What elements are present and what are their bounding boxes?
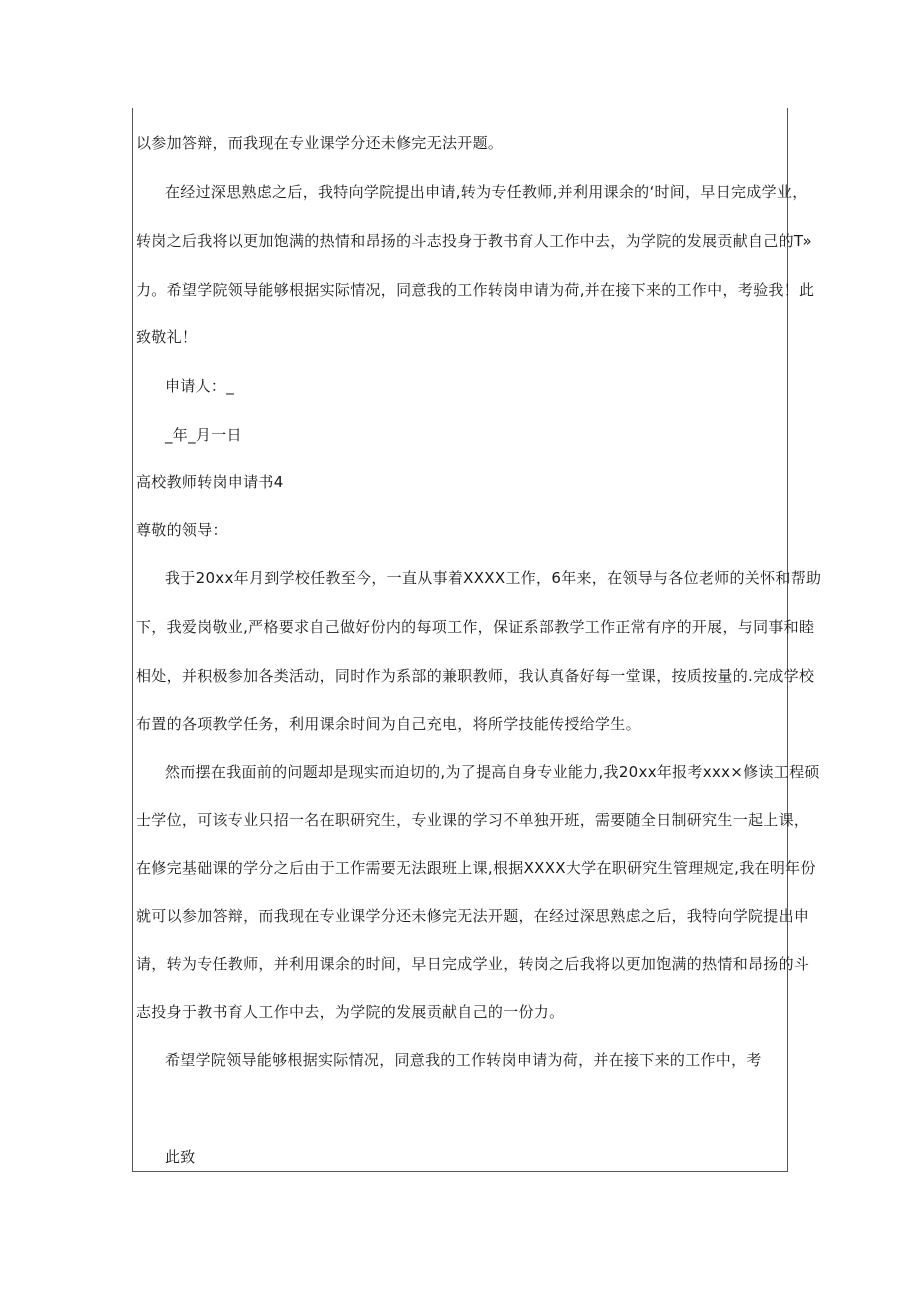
text-line: 相处，并积极参加各类活动，同时作为系部的兼职教师，我认真备好每一堂课，按质按量的.完成学校 <box>136 667 815 685</box>
text-line: 下，我爱岗敬业,严格要求自己做好份内的每项工作，保证系部教学工作正常有序的开展，与同事和睦 <box>136 618 815 636</box>
text-line: 在经过深思熟虑之后，我特向学院提出申请,转为专任教师,并利用课余的‘时间，早日完成学业， <box>165 183 808 201</box>
text-line: 在修完基础课的学分之后由于工作需要无法跟班上课,根据XXXX大学在职研究生管理规定,我在明年份 <box>136 859 816 877</box>
document-title: 高校教师转岗申请书4 <box>136 473 284 491</box>
text-line: 就可以参加答辩，而我现在专业课学分还未修完无法开题，在经过深思熟虑之后，我特向学院提出申 <box>136 907 810 925</box>
text-line: 转岗之后我将以更加饱满的热情和昂扬的斗志投身于教书育人工作中去，为学院的发展贡献自己的T» <box>136 232 813 250</box>
text-line: 力。希望学院领导能够根据实际情况，同意我的工作转岗申请为荷,并在接下来的工作中，考验我！此 <box>136 281 815 299</box>
salutation: 尊敬的领导： <box>136 521 228 539</box>
text-line: 布置的各项教学任务，利用课余时间为自己充电，将所学技能传授给学生。 <box>136 715 641 733</box>
text-line: 致敬礼！ <box>136 328 198 346</box>
text-line: 志投身于教书育人工作中去，为学院的发展贡献自己的一份力。 <box>136 1003 565 1021</box>
text-line: 士学位，可该专业只招一名在职研究生，专业课的学习不单独开班，需要随全日制研究生一起上课， <box>136 811 810 829</box>
text-line: 然而摆在我面前的问题却是现实而迫切的,为了提高自身专业能力,我20xx年报考xxx×修读工程硕 <box>165 763 820 781</box>
date-line: _年_月一日 <box>165 426 242 444</box>
closing: 此致 <box>165 1148 196 1166</box>
text-line: 希望学院领导能够根据实际情况，同意我的工作转岗申请为荷，并在接下来的工作中，考 <box>165 1051 762 1069</box>
text-line: 请，转为专任教师，并利用课余的时间，早日完成学业，转岗之后我将以更加饱满的热情和昂扬的斗 <box>136 955 810 973</box>
text-line: 以参加答辩，而我现在专业课学分还未修完无法开题。 <box>136 134 504 152</box>
text-line: 我于20xx年月到学校任教至今，一直从事着XXXX工作，6年来，在领导与各位老师的关怀和帮助 <box>165 569 822 587</box>
applicant-line: 申请人：_ <box>165 377 235 395</box>
